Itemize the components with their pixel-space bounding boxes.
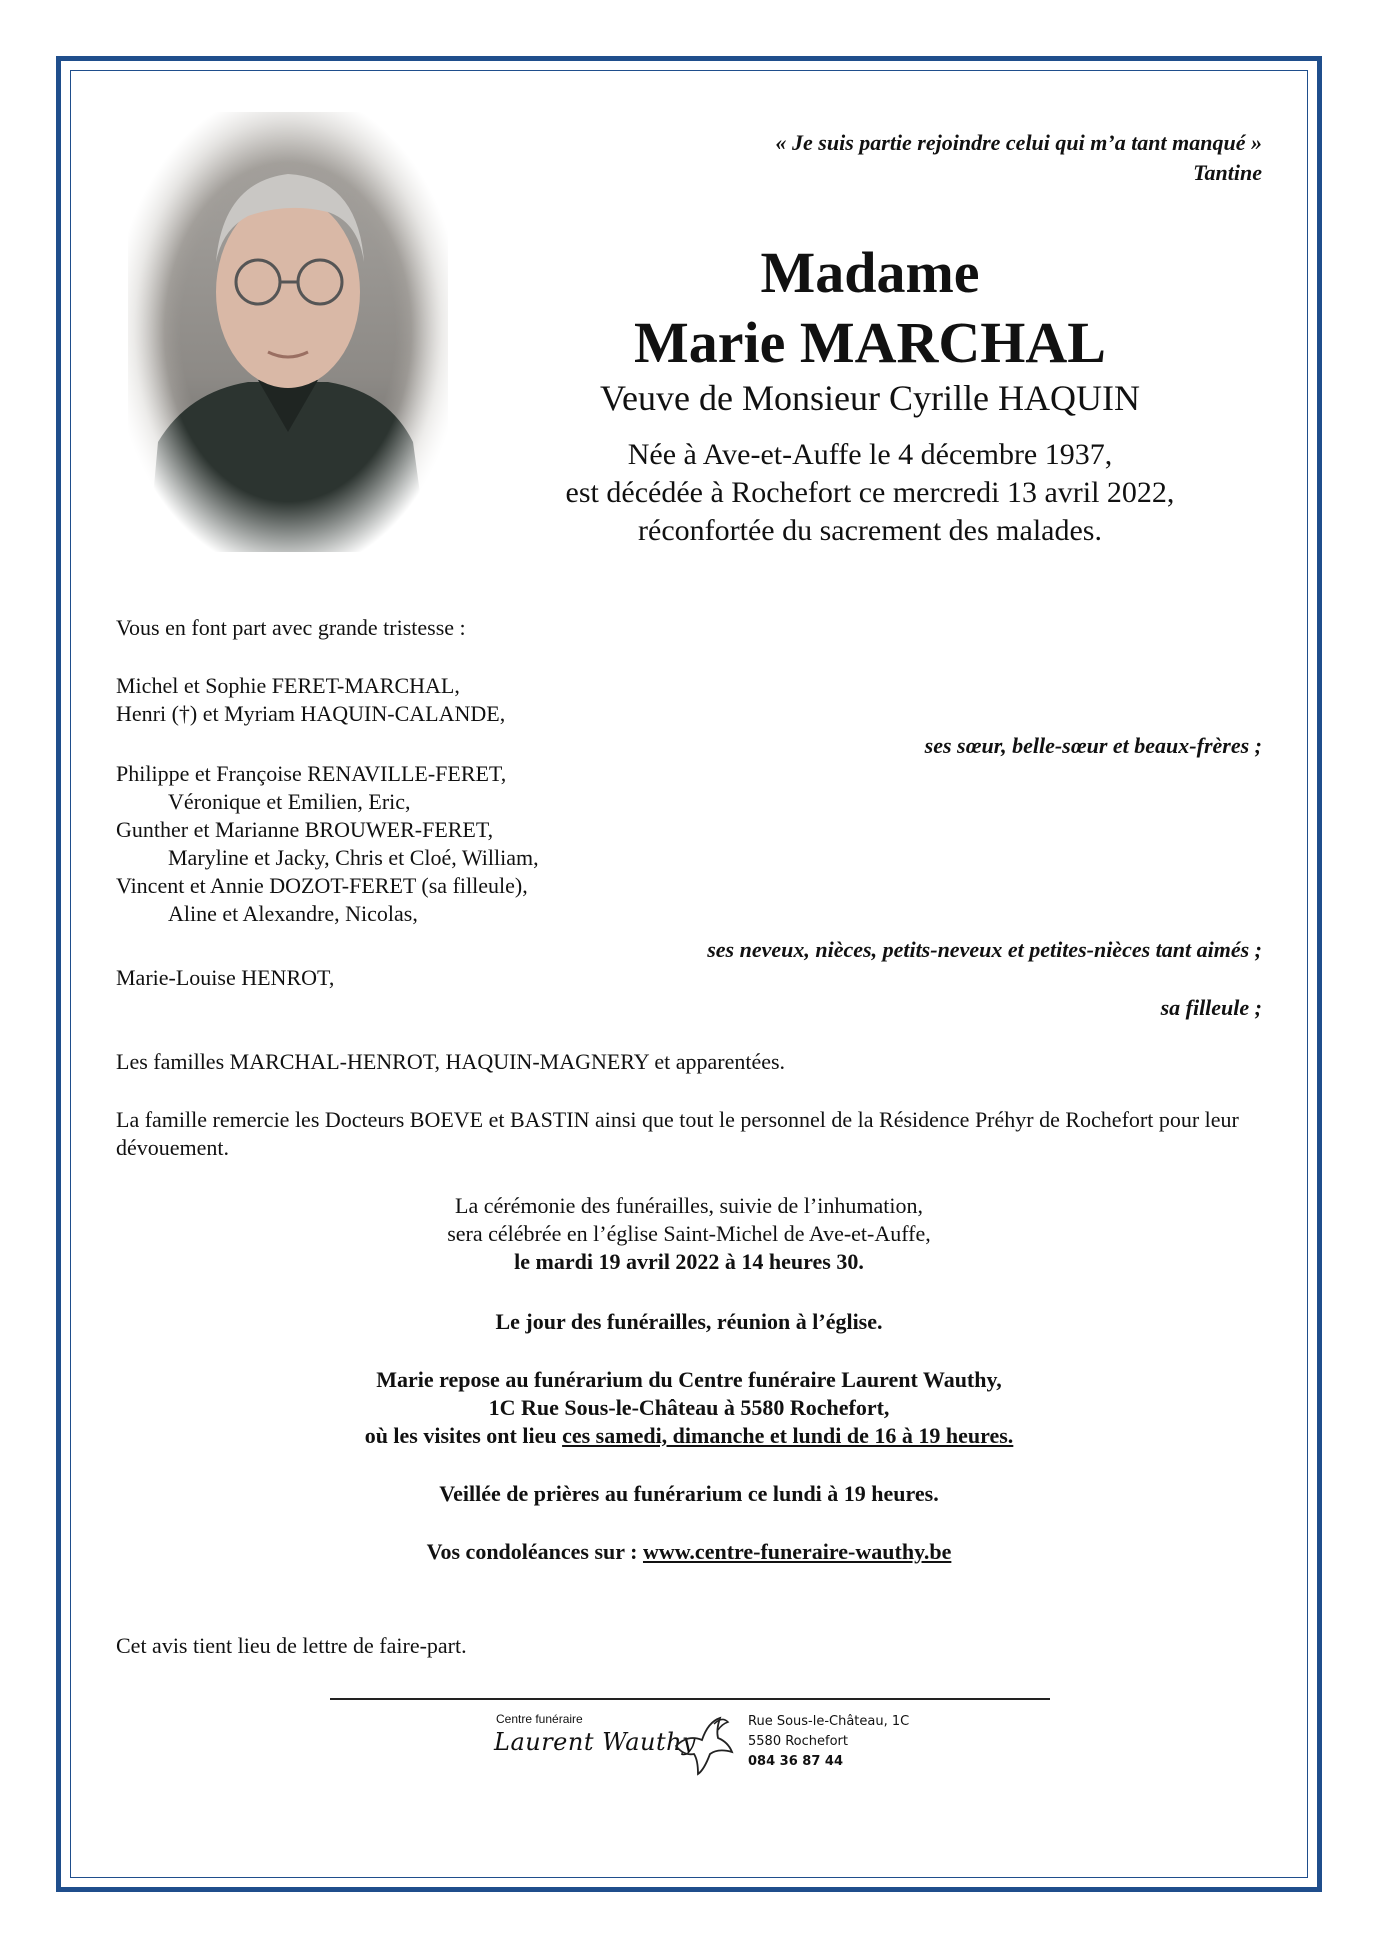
sacrament-line: réconfortée du sacrement des malades. <box>638 514 1102 547</box>
relation-nephews: ses neveux, nièces, petits-neveux et petites-nièces tant aimés ; <box>707 937 1262 962</box>
family-line: Maryline et Jacky, Chris et Cloé, William, <box>168 845 539 870</box>
visits-line <box>116 1422 1262 1450</box>
phone-line: 084 36 87 44 <box>748 1754 843 1769</box>
epigraph-quote <box>776 128 1262 188</box>
portrait-photo <box>128 112 448 552</box>
family-line: Véronique et Emilien, Eric, <box>168 789 411 814</box>
quote-signature: Tantine <box>1193 160 1262 185</box>
logo-script-text: Laurent Wauthy <box>494 1728 697 1756</box>
address-line: Rue Sous-le-Château, 1C <box>748 1714 910 1729</box>
quote-text: « Je suis partie rejoindre celui qui m’a tant manqué » <box>775 130 1262 155</box>
birth-death-lines <box>470 436 1270 550</box>
divider-rule <box>330 1698 1050 1700</box>
family-line: Vincent et Annie DOZOT-FERET (sa filleule), <box>116 873 528 898</box>
funeral-home-logo <box>490 1710 930 1780</box>
visits-times: ces samedi, dimanche et lundi de 16 à 19 heures. <box>562 1423 1014 1448</box>
death-line: est décédée à Rochefort ce mercredi 13 avril 2022, <box>565 476 1175 509</box>
family-group-1 <box>116 672 1262 728</box>
thanks-paragraph: La famille remercie les Docteurs BOEVE et BASTIN ainsi que tout le personnel de la Résidence Préhyr de Rochefort pour leur dévouement. <box>116 1107 1239 1160</box>
funerarium-address: 1C Rue Sous-le-Château à 5580 Rochefort, <box>488 1395 890 1420</box>
ceremony-line: sera célébrée en l’église Saint-Michel de Ave-et-Auffe, <box>447 1221 931 1246</box>
logo-address <box>748 1712 909 1772</box>
visits-prefix: où les visites ont lieu <box>364 1423 563 1448</box>
ceremony-line: La cérémonie des funérailles, suivie de l’inhumation, <box>455 1193 923 1218</box>
title-madame: Madame <box>760 240 980 305</box>
widow-line: Veuve de Monsieur Cyrille HAQUIN <box>600 378 1140 418</box>
portrait-figure <box>128 112 448 552</box>
family-line: Philippe et Françoise RENAVILLE-FERET, <box>116 761 507 786</box>
family-line: Aline et Alexandre, Nicolas, <box>168 901 418 926</box>
condolences-line <box>116 1538 1262 1566</box>
footer-note: Cet avis tient lieu de lettre de faire-part. <box>116 1633 467 1658</box>
family-group-3: Marie-Louise HENROT, <box>116 965 335 990</box>
relation-goddaughter: sa filleule ; <box>1160 995 1262 1020</box>
condolences-link[interactable]: www.centre-funeraire-wauthy.be <box>642 1539 952 1564</box>
family-intro: Vous en font part avec grande tristesse : <box>116 615 466 640</box>
families-line: Les familles MARCHAL-HENROT, HAQUIN-MAGNERY et apparentées. <box>116 1049 786 1074</box>
deceased-name: Marie MARCHAL <box>634 310 1106 375</box>
family-line: Gunther et Marianne BROUWER-FERET, <box>116 817 494 842</box>
family-group-2 <box>116 760 1262 928</box>
family-line: Michel et Sophie FERET-MARCHAL, <box>116 673 460 698</box>
dove-icon <box>668 1712 738 1778</box>
address-line: 5580 Rochefort <box>748 1734 848 1749</box>
family-line: Henri (†) et Myriam HAQUIN-CALANDE, <box>116 701 506 726</box>
born-line: Née à Ave-et-Auffe le 4 décembre 1937, <box>627 438 1113 471</box>
condolences-prefix: Vos condoléances sur : <box>426 1539 643 1564</box>
relation-siblings: ses sœur, belle-sœur et beaux-frères ; <box>924 733 1262 758</box>
funerarium-block <box>116 1366 1262 1450</box>
meeting-line: Le jour des funérailles, réunion à l’église. <box>495 1309 883 1334</box>
logo-small-text: Centre funéraire <box>496 1712 583 1726</box>
ceremony-block <box>116 1192 1262 1276</box>
vigil-line: Veillée de prières au funérarium ce lundi à 19 heures. <box>439 1481 939 1506</box>
ceremony-date: le mardi 19 avril 2022 à 14 heures 30. <box>514 1249 864 1274</box>
funerarium-line: Marie repose au funérarium du Centre funéraire Laurent Wauthy, <box>376 1367 1002 1392</box>
